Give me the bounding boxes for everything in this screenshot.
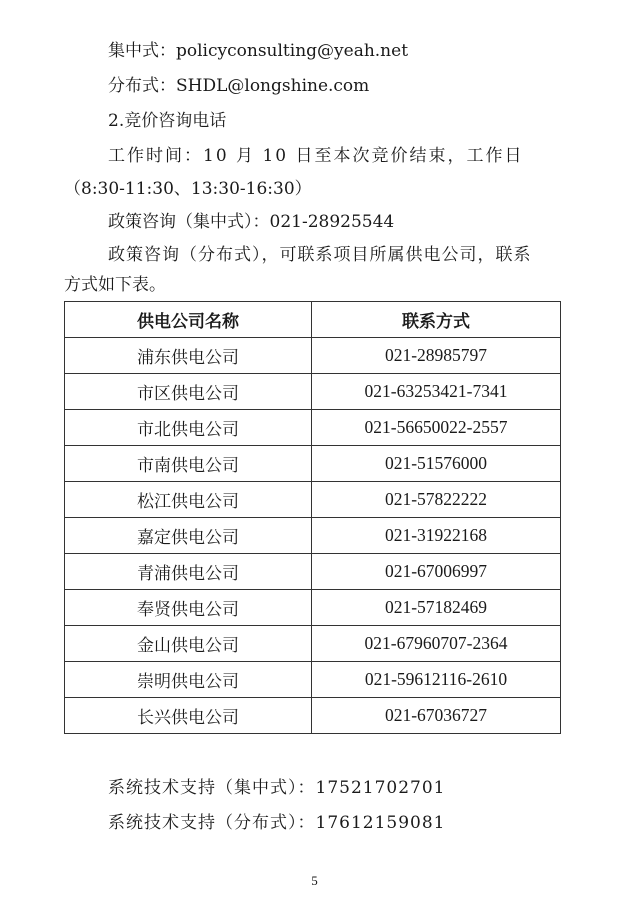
table-row <box>65 338 561 374</box>
table-row <box>65 410 561 446</box>
phone-number: 021-59612116-2610 <box>312 662 561 698</box>
table-row <box>65 374 561 410</box>
table-header-row <box>65 302 561 338</box>
table-row <box>65 626 561 662</box>
phone-number: 021-51576000 <box>312 446 561 482</box>
policy-distributed-line1: 政策咨询（分布式），可联系项目所属供电公司，联系 <box>108 245 532 265</box>
phone-number: 021-57822222 <box>312 482 561 518</box>
company-name: 嘉定供电公司 <box>65 518 312 554</box>
phone-number: 021-57182469 <box>312 590 561 626</box>
phone-number: 021-31922168 <box>312 518 561 554</box>
tech-support-distributed: 系统技术支持（分布式）：17612159081 <box>108 813 446 833</box>
table-row <box>65 590 561 626</box>
phone-number: 021-28985797 <box>312 338 561 374</box>
table-row <box>65 662 561 698</box>
company-name: 浦东供电公司 <box>65 338 312 374</box>
policy-centralized: 政策咨询（集中式）：021-28925544 <box>108 212 395 232</box>
company-name: 崇明供电公司 <box>65 662 312 698</box>
company-name: 松江供电公司 <box>65 482 312 518</box>
header-company: 供电公司名称 <box>65 302 312 338</box>
table-row <box>65 482 561 518</box>
section-heading: 2.竞价咨询电话 <box>108 111 227 131</box>
table-row <box>65 446 561 482</box>
company-name: 金山供电公司 <box>65 626 312 662</box>
tech-support-centralized: 系统技术支持（集中式）：17521702701 <box>108 778 446 798</box>
email-distributed: 分布式：SHDL@longshine.com <box>108 76 370 96</box>
phone-number: 021-67036727 <box>312 698 561 734</box>
company-name: 市南供电公司 <box>65 446 312 482</box>
table-row <box>65 518 561 554</box>
policy-distributed-line2: 方式如下表。 <box>64 275 166 295</box>
company-name: 青浦供电公司 <box>65 554 312 590</box>
table-row <box>65 698 561 734</box>
phone-number: 021-56650022-2557 <box>312 410 561 446</box>
table-row <box>65 554 561 590</box>
work-time-line1: 工作时间：10 月 10 日至本次竞价结束，工作日 <box>108 146 524 166</box>
company-name: 市区供电公司 <box>65 374 312 410</box>
phone-number: 021-67006997 <box>312 554 561 590</box>
phone-number: 021-63253421-7341 <box>312 374 561 410</box>
company-name: 奉贤供电公司 <box>65 590 312 626</box>
phone-number: 021-67960707-2364 <box>312 626 561 662</box>
company-name: 市北供电公司 <box>65 410 312 446</box>
email-centralized: 集中式：policyconsulting@yeah.net <box>108 41 409 61</box>
company-name: 长兴供电公司 <box>65 698 312 734</box>
work-time-line2: （8:30-11:30、13:30-16:30） <box>64 179 312 199</box>
page-number: 5 <box>311 873 318 888</box>
contacts-table <box>64 301 561 734</box>
header-contact: 联系方式 <box>312 302 561 338</box>
